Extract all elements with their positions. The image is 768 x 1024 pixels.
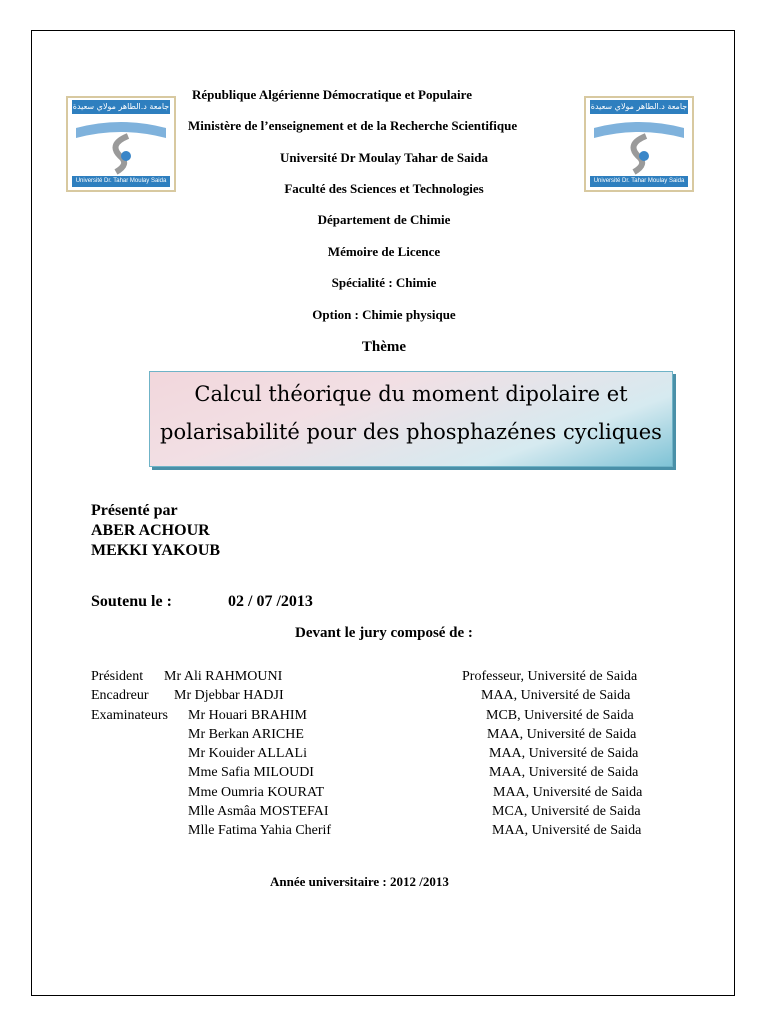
presented-by-label: Présenté par <box>91 502 178 519</box>
theme-label: Thème <box>361 339 407 355</box>
defense-label: Soutenu le : <box>91 593 172 610</box>
jury-member-title: MCB, Université de Saida <box>486 708 634 723</box>
defense-date: 02 / 07 /2013 <box>228 593 313 610</box>
author-2: MEKKI YAKOUB <box>91 542 221 559</box>
jury-member-name: Mr Djebbar HADJI <box>174 688 284 703</box>
jury-role: Président <box>91 669 144 684</box>
jury-member-name: Mme Safia MILOUDI <box>188 765 314 780</box>
university-logo-right <box>584 96 694 192</box>
specialty-line: Spécialité : Chimie <box>331 275 437 290</box>
jury-title: Devant le jury composé de : <box>295 625 473 641</box>
logo-arabic-text: جامعة د.الطاهر مولاي سعيدة <box>72 100 170 114</box>
theme-title-line-2: polarisabilité pour des phosphazénes cycliques <box>160 420 662 444</box>
jury-member-title: MAA, Université de Saida <box>493 785 643 800</box>
jury-member-name: Mlle Fatima Yahia Cherif <box>188 823 332 838</box>
jury-role: Encadreur <box>91 688 149 703</box>
jury-member-name: Mr Berkan ARICHE <box>188 727 304 742</box>
jury-member-title: MAA, Université de Saida <box>492 823 642 838</box>
author-1: ABER ACHOUR <box>91 522 210 539</box>
jury-member-title: MAA, Université de Saida <box>489 765 639 780</box>
academic-year: Année universitaire : 2012 /2013 <box>270 874 449 889</box>
department-line: Département de Chimie <box>317 212 451 227</box>
jury-member-name: Mme Oumria KOURAT <box>188 785 325 800</box>
jury-member-name: Mr Ali RAHMOUNI <box>164 669 283 684</box>
republic-line: République Algérienne Démocratique et Populaire <box>192 87 472 102</box>
theme-title-line-1: Calcul théorique du moment dipolaire et <box>194 382 628 406</box>
thesis-type-line: Mémoire de Licence <box>327 244 441 259</box>
jury-member-title: MAA, Université de Saida <box>489 746 639 761</box>
jury-member-name: Mr Houari BRAHIM <box>188 708 307 723</box>
faculty-line: Faculté des Sciences et Technologies <box>284 181 484 196</box>
jury-member-title: MAA, Université de Saida <box>481 688 631 703</box>
ministry-line: Ministère de l’enseignement et de la Recherche Scientifique <box>188 118 518 133</box>
jury-member-title: Professeur, Université de Saida <box>462 669 638 684</box>
university-line: Université Dr Moulay Tahar de Saida <box>280 150 488 165</box>
option-line: Option : Chimie physique <box>312 307 456 322</box>
jury-member-title: MAA, Université de Saida <box>487 727 637 742</box>
logo-arabic-text: جامعة د.الطاهر مولاي سعيدة <box>590 100 688 114</box>
jury-member-name: Mr Kouider ALLALi <box>188 746 307 761</box>
logo-caption: Université Dr. Tahar Moulay Saida <box>590 176 688 187</box>
jury-member-name: Mlle Asmâa MOSTEFAI <box>188 804 329 819</box>
theme-title-box <box>149 371 673 467</box>
jury-role: Examinateurs <box>91 708 168 723</box>
university-logo-left <box>66 96 176 192</box>
jury-member-title: MCA, Université de Saida <box>492 804 641 819</box>
logo-caption: Université Dr. Tahar Moulay Saida <box>72 176 170 187</box>
